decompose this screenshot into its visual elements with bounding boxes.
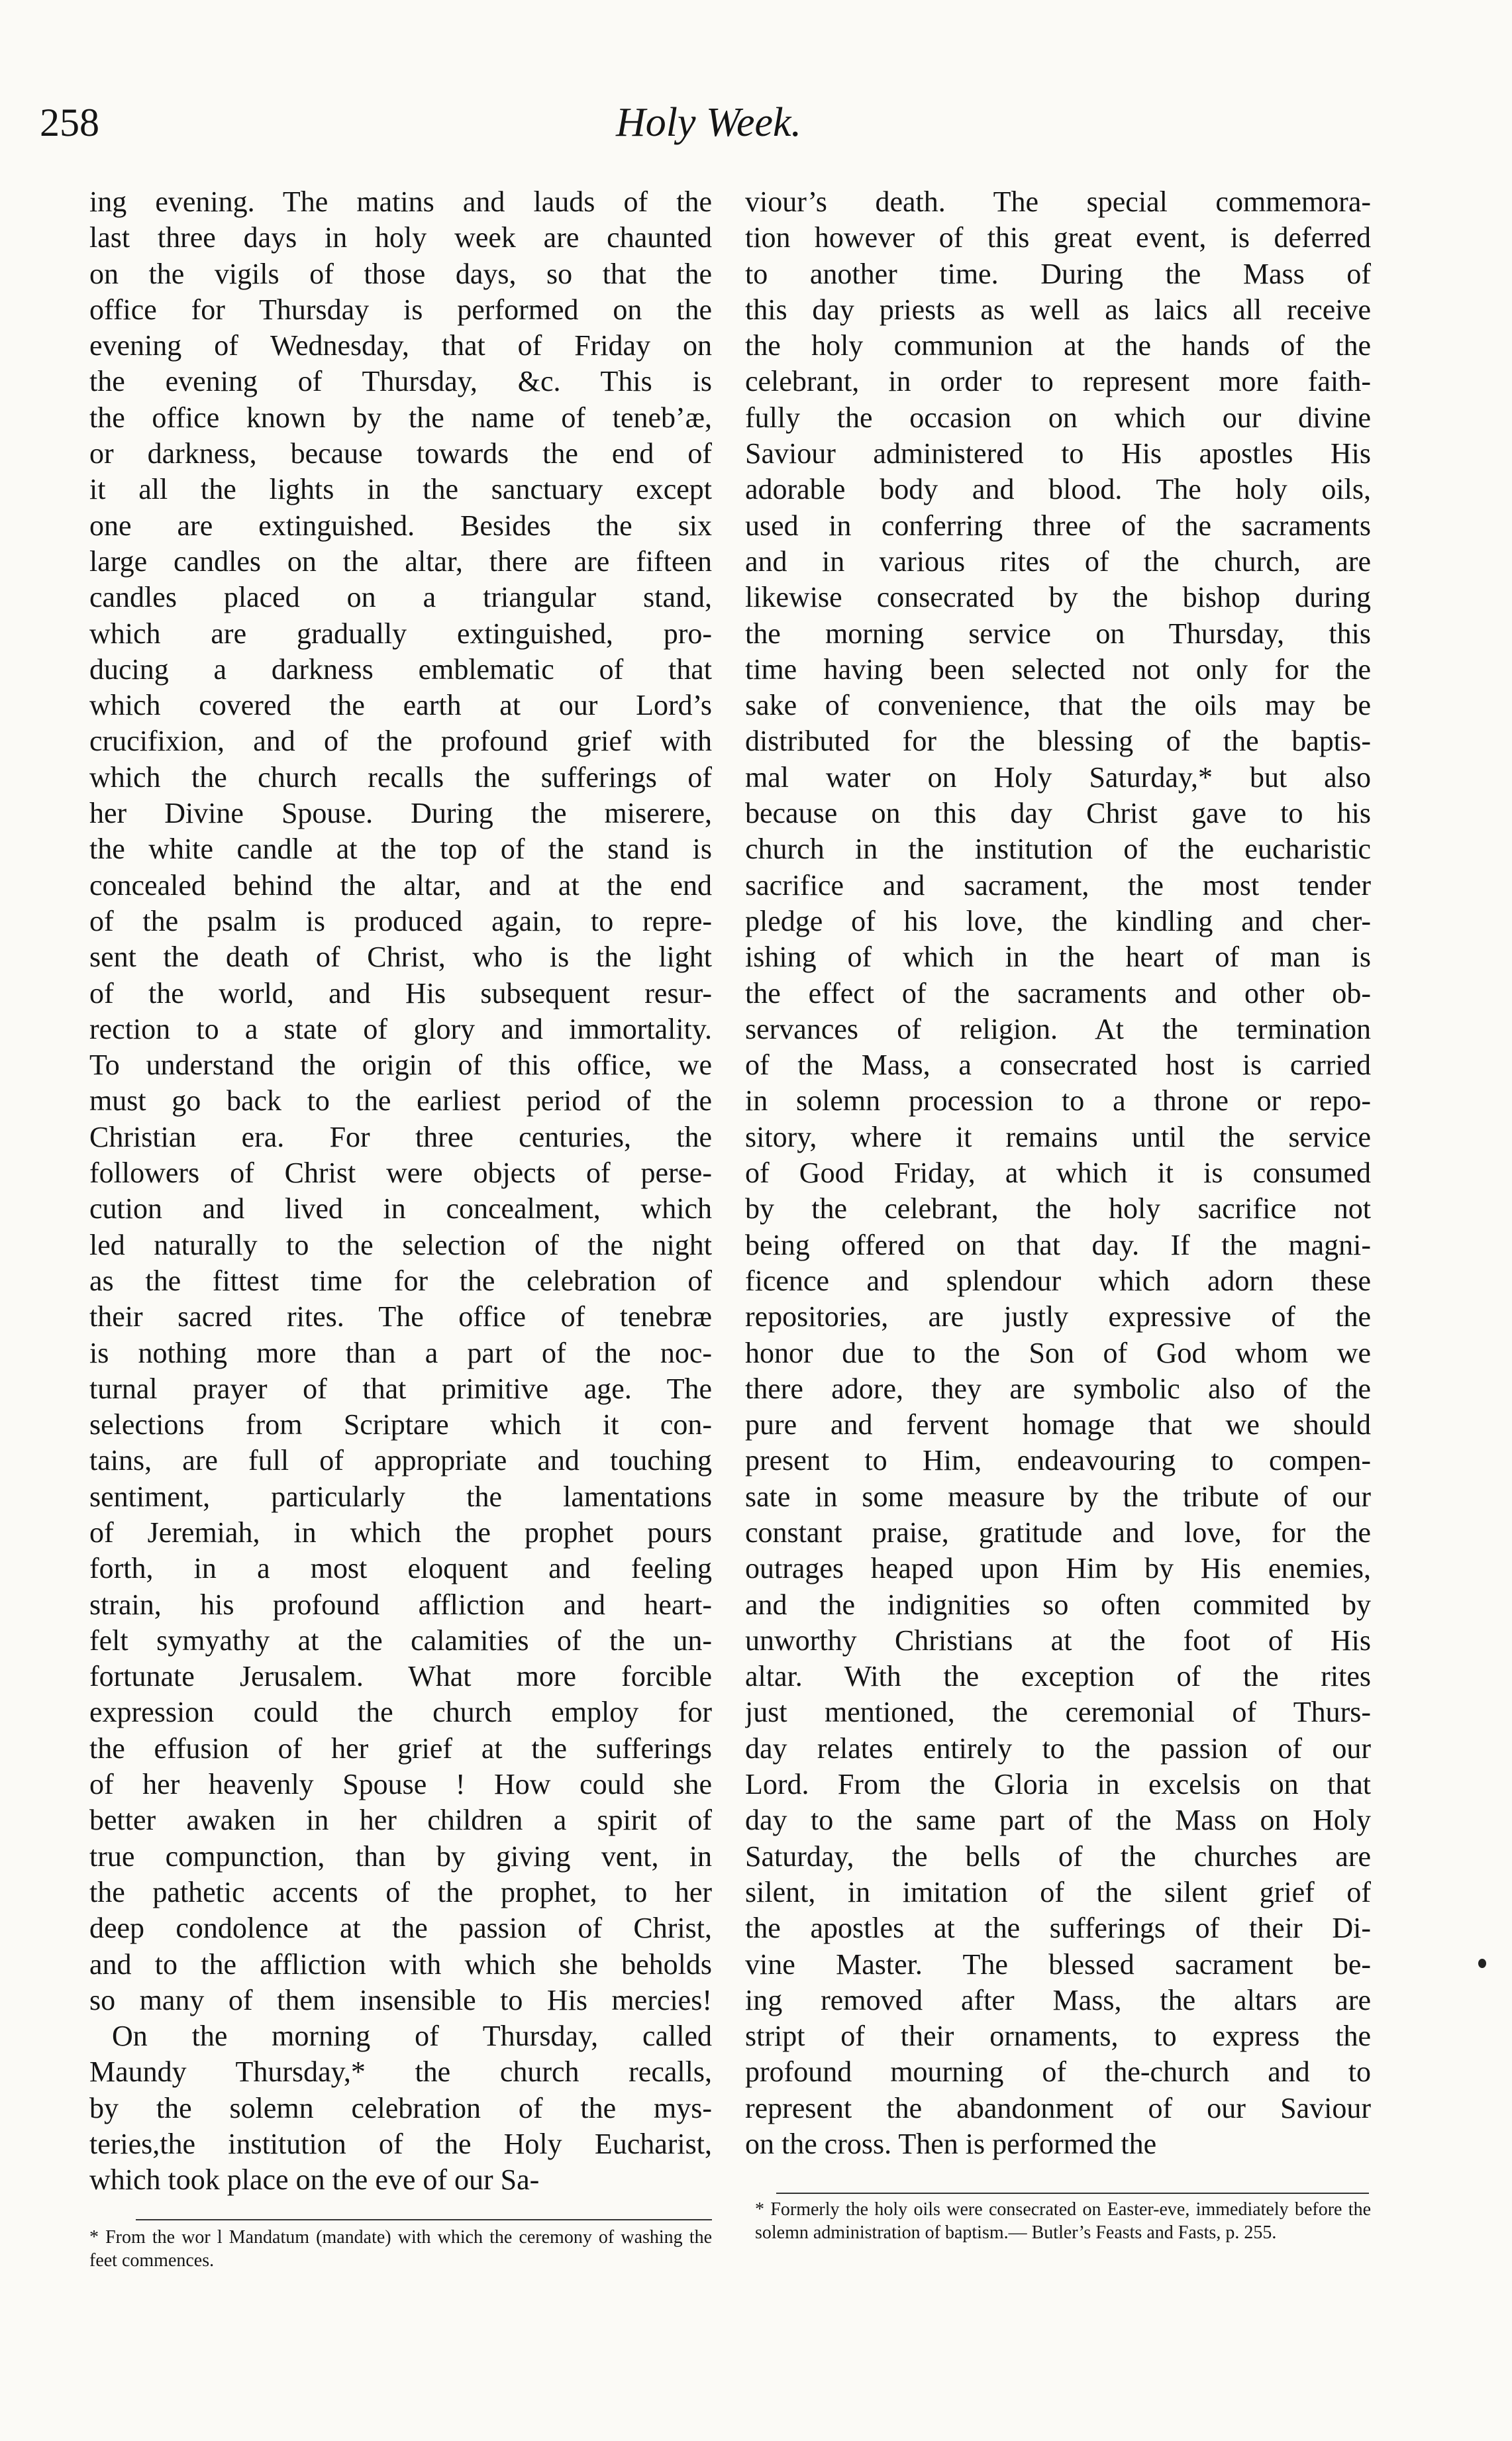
text-line: deep condolence at the passion of Christ, [89, 1912, 712, 1945]
text-line: one are extinguished. Besides the six [89, 509, 712, 542]
text-line: ing evening. The matins and lauds of the [89, 185, 712, 218]
page-number: 258 [40, 101, 99, 144]
text-line: day relates entirely to the passion of our [745, 1732, 1371, 1765]
text-line: teries,the institution of the Holy Eucharist, [89, 2128, 712, 2161]
text-line: sacrifice and sacrament, the most tender [745, 868, 1371, 902]
text-line: Maundy Thursday,* the church recalls, [89, 2055, 712, 2089]
text-line: led naturally to the selection of the night [89, 1228, 712, 1261]
text-line: time having been selected not only for the [745, 652, 1371, 686]
text-line: sitory, where it remains until the service [745, 1120, 1371, 1153]
text-line: of her heavenly Spouse ! How could she [89, 1768, 712, 1801]
text-line: evening of Wednesday, that of Friday on [89, 329, 712, 362]
text-line: turnal prayer of that primitive age. The [89, 1372, 712, 1405]
text-line: and in various rites of the church, are [745, 545, 1371, 578]
text-line: the white candle at the top of the stand is [89, 833, 712, 866]
text-line: of the world, and His subsequent resur- [89, 976, 712, 1010]
text-line: on the vigils of those days, so that the [89, 257, 712, 290]
text-line: felt symyathy at the calamities of the un- [89, 1624, 712, 1657]
text-line: Saturday, the bells of the churches are [745, 1840, 1371, 1873]
text-line: office for Thursday is performed on the [89, 293, 712, 326]
text-line: pledge of his love, the kindling and cher- [745, 904, 1371, 937]
text-line: and to the affliction with which she beholds [89, 1948, 712, 1981]
text-line: just mentioned, the ceremonial of Thurs- [745, 1696, 1371, 1729]
text-line: of Good Friday, at which it is consumed [745, 1157, 1371, 1190]
text-line: forth, in a most eloquent and feeling [89, 1552, 712, 1585]
text-line: present to Him, endeavouring to compen- [745, 1444, 1371, 1477]
text-line: celebrant, in order to represent more faith- [745, 365, 1371, 398]
text-line: her Divine Spouse. During the miserere, [89, 797, 712, 830]
text-line: the effect of the sacraments and other ob- [745, 976, 1371, 1010]
text-line: represent the abandonment of our Saviour [745, 2091, 1371, 2124]
text-line: or darkness, because towards the end of [89, 437, 712, 470]
text-line: by the solemn celebration of the mys- [89, 2091, 712, 2124]
text-line: large candles on the altar, there are fifteen [89, 545, 712, 578]
text-line: used in conferring three of the sacraments [745, 509, 1371, 542]
footnote-rule-right [776, 2193, 1369, 2194]
left-text-column [89, 184, 712, 2199]
text-line: the holy communion at the hands of the [745, 329, 1371, 362]
text-line: sake of convenience, that the oils may be [745, 689, 1371, 722]
text-line: the evening of Thursday, &c. This is [89, 365, 712, 398]
text-line: concealed behind the altar, and at the end [89, 868, 712, 902]
text-line: which covered the earth at our Lord’s [89, 689, 712, 722]
text-line: servances of religion. At the termination [745, 1012, 1371, 1045]
text-line: to another time. During the Mass of [745, 257, 1371, 290]
text-line: vine Master. The blessed sacrament be- [745, 1948, 1371, 1981]
text-line: of the psalm is produced again, to repre- [89, 904, 712, 937]
text-line: church in the institution of the eucharistic [745, 833, 1371, 866]
text-line: last three days in holy week are chaunted [89, 221, 712, 254]
text-line: the pathetic accents of the prophet, to her [89, 1875, 712, 1908]
text-line: the effusion of her grief at the sufferings [89, 1732, 712, 1765]
text-line: sate in some measure by the tribute of our [745, 1480, 1371, 1513]
text-line: ducing a darkness emblematic of that [89, 652, 712, 686]
text-line: of Jeremiah, in which the prophet pours [89, 1516, 712, 1549]
text-line: mal water on Holy Saturday,* but also [745, 760, 1371, 794]
text-line: pure and fervent homage that we should [745, 1408, 1371, 1441]
text-line: constant praise, gratitude and love, for the [745, 1516, 1371, 1549]
text-line: stript of their ornaments, to express the [745, 2020, 1371, 2053]
text-line: distributed for the blessing of the baptis- [745, 725, 1371, 758]
text-line: better awaken in her children a spirit of [89, 1804, 712, 1837]
text-line: their sacred rites. The office of tenebræ [89, 1300, 712, 1333]
text-line: on the cross. Then is performed the [745, 2128, 1157, 2161]
text-line: likewise consecrated by the bishop during [745, 581, 1371, 614]
text-line: Saviour administered to His apostles His [745, 437, 1371, 470]
text-line: sentiment, particularly the lamentations [89, 1480, 712, 1513]
text-line: unworthy Christians at the foot of His [745, 1624, 1371, 1657]
text-line: selections from Scriptare which it con- [89, 1408, 712, 1441]
text-line: On the morning of Thursday, called [112, 2020, 712, 2053]
text-line: day to the same part of the Mass on Holy [745, 1804, 1371, 1837]
text-line: in solemn procession to a throne or repo- [745, 1084, 1371, 1117]
text-line: the office known by the name of teneb’æ, [89, 401, 712, 434]
text-line: which are gradually extinguished, pro- [89, 617, 712, 650]
text-line: fortunate Jerusalem. What more forcible [89, 1660, 712, 1693]
text-line: and the indignities so often commited by [745, 1588, 1371, 1621]
right-text-column [745, 184, 1371, 2162]
text-line: profound mourning of the-church and to [745, 2055, 1371, 2089]
text-line: outrages heaped upon Him by His enemies, [745, 1552, 1371, 1585]
text-line: this day priests as well as laics all receive [745, 293, 1371, 326]
text-line: being offered on that day. If the magni- [745, 1228, 1371, 1261]
text-line: followers of Christ were objects of perse- [89, 1157, 712, 1190]
text-line: crucifixion, and of the profound grief with [89, 725, 712, 758]
text-line: sent the death of Christ, who is the light [89, 941, 712, 974]
text-line: it all the lights in the sanctuary except [89, 473, 712, 506]
footnote-left: * From the wor l Mandatum (mandate) with which the ceremony of washing the feet commences. [89, 2227, 712, 2271]
text-line: expression could the church employ for [89, 1696, 712, 1729]
text-line: candles placed on a triangular stand, [89, 581, 712, 614]
footnote-right: * Formerly the holy oils were consecrated on Easter-eve, immediately before the solemn administration of baptism.— Butler’s Feasts and Fasts, p. 255. [755, 2199, 1371, 2243]
text-line: by the celebrant, the holy sacrifice not [745, 1192, 1371, 1225]
text-line: which took place on the eve of our Sa- [89, 2163, 540, 2197]
text-line: repositories, are justly expressive of the [745, 1300, 1371, 1333]
text-line: there adore, they are symbolic also of the [745, 1372, 1371, 1405]
text-line: strain, his profound affliction and heart- [89, 1588, 712, 1621]
text-line: the morning service on Thursday, this [745, 617, 1371, 650]
text-line: ishing of which in the heart of man is [745, 941, 1371, 974]
text-line: which the church recalls the sufferings of [89, 760, 712, 794]
text-line: Christian era. For three centuries, the [89, 1120, 712, 1153]
text-line: the apostles at the sufferings of their Di- [745, 1912, 1371, 1945]
text-line: adorable body and blood. The holy oils, [745, 473, 1371, 506]
text-line: fully the occasion on which our divine [745, 401, 1371, 434]
text-line: silent, in imitation of the silent grief of [745, 1875, 1371, 1908]
text-line: as the fittest time for the celebration of [89, 1264, 712, 1297]
text-line: Lord. From the Gloria in excelsis on that [745, 1768, 1371, 1801]
text-line: because on this day Christ gave to his [745, 797, 1371, 830]
footnote-rule-left [136, 2219, 712, 2220]
margin-ink-spot [1478, 1959, 1486, 1968]
text-line: tains, are full of appropriate and touching [89, 1444, 712, 1477]
text-line: viour’s death. The special commemora- [745, 185, 1371, 218]
text-line: altar. With the exception of the rites [745, 1660, 1371, 1693]
running-title: Holy Week. [616, 100, 802, 145]
text-line: of the Mass, a consecrated host is carried [745, 1049, 1371, 1082]
text-line: is nothing more than a part of the noc- [89, 1336, 712, 1369]
text-line: rection to a state of glory and immortality. [89, 1012, 712, 1045]
text-line: honor due to the Son of God whom we [745, 1336, 1371, 1369]
text-line: must go back to the earliest period of the [89, 1084, 712, 1117]
text-line: tion however of this great event, is deferred [745, 221, 1371, 254]
text-line: true compunction, than by giving vent, in [89, 1840, 712, 1873]
text-line: ing removed after Mass, the altars are [745, 1983, 1371, 2016]
text-line: To understand the origin of this office, we [89, 1049, 712, 1082]
text-line: cution and lived in concealment, which [89, 1192, 712, 1225]
text-line: so many of them insensible to His mercies! [89, 1983, 712, 2016]
text-line: ficence and splendour which adorn these [745, 1264, 1371, 1297]
